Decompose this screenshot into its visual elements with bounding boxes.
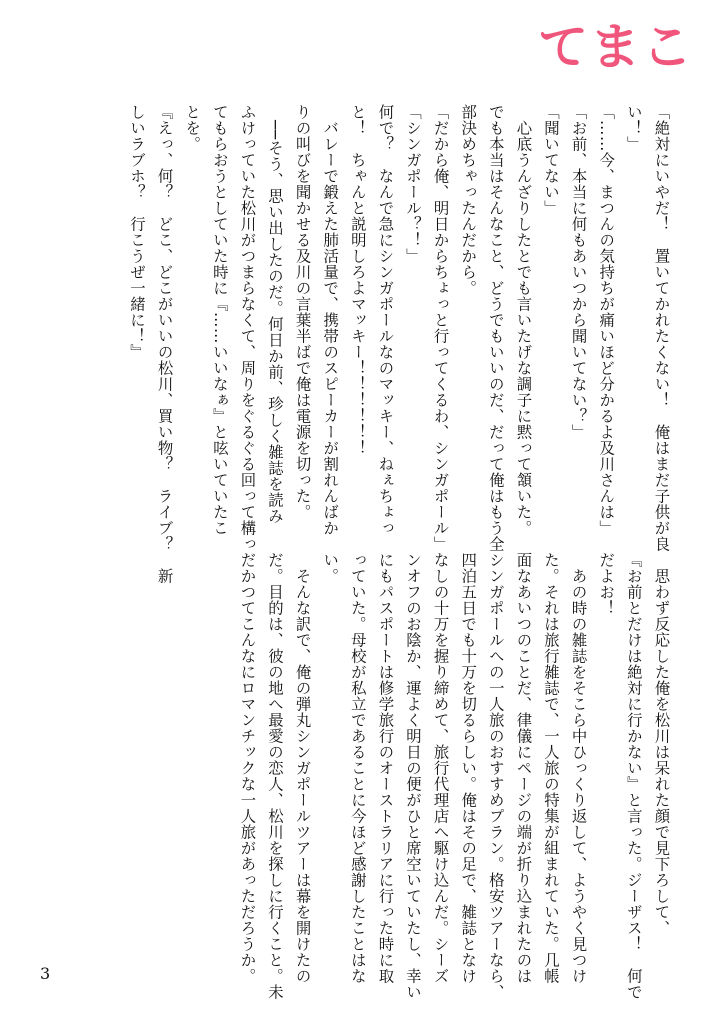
text-column: にもパスポートは修学旅行のオーストラリアに行った時に取 [376, 552, 395, 984]
text-column: と！ ちゃんと説明しろよマッキー！！！！！！ [348, 104, 367, 456]
text-column: 何で？ なんで急にシンガポールなのマッキー、ねぇちょっ [376, 104, 395, 536]
text-column: だよお！ [597, 552, 616, 616]
text-column: 「だから俺、明日からちょっと行ってくるわ、シンガポール」 [431, 104, 450, 552]
text-column: 「聞いてない」 [542, 104, 560, 216]
text-column: ──そう、思い出したのだ。何日か前、珍しく雑誌を読み [266, 104, 284, 524]
text-column: とを。 [183, 104, 202, 152]
text-column: 「絶対にいやだ！ 置いてかれたくない！ 俺はまだ子供が良 [652, 104, 671, 552]
text-column: てもらおうとしていた時に『……いいなぁ』と呟いていたこ [210, 104, 229, 536]
text-column: あの時の雑誌をそこら中ひっくり返して、ようやく見つけ [569, 552, 588, 984]
page-number: 3 [40, 964, 51, 983]
text-column: 心底うんざりしたとでも言いたげな調子に黙って頷いた。 [514, 104, 533, 536]
text-column: 思わず反応した俺を松川は呆れた顔で見下ろして、 [652, 552, 671, 936]
text-column: 『えっ、何？ どこ、どこがいいの松川、買い物？ ライブ？ 新 [155, 104, 174, 584]
text-column: い！」 [624, 104, 643, 152]
text-column: シンガポールへの一人旅のおすすめプラン。格安ツアーなら、 [486, 552, 505, 1000]
text-column: ンオフのお陰か、運よく明日の便がひと席空いていたし、幸い [404, 552, 422, 1000]
text-column: そんな訳で、俺の弾丸シンガポールツアーは幕を開けたの [293, 552, 312, 984]
text-column: バレーで鍛えた肺活量で、携帯のスピーカーが割れんばか [321, 104, 340, 536]
text-column: 「お前、本当に何もあいつから聞いてない？」 [569, 104, 588, 440]
text-column: しいラブホ？ 行こうぜ一緒に！』 [128, 104, 146, 360]
text-column: ふけっていた松川がつまらなくて、周りをぐるぐる回って構っ [238, 104, 257, 552]
text-column: りの叫びを聞かせる及川の言葉半ばで俺は電源を切った。 [293, 104, 312, 520]
text-column: だかつてこんなにロマンチックな一人旅があっただろうか。 [238, 552, 257, 984]
text-column: でも本当はそんなこと、どうでもいいのだ、だって俺はもう全 [486, 104, 505, 552]
text-column: だ。目的は、彼の地へ最愛の恋人、松川を探しに行くこと。未 [266, 552, 284, 1000]
text-column: 面なあいつのことだ、律儀にページの端が折り込まれたのは [514, 552, 533, 984]
text-column: い。 [321, 552, 340, 584]
text-column: 「シンガポール？！」 [404, 104, 422, 264]
text-column: 四泊五日でも十万を切るらしい。俺はその足で、雑誌となけ [459, 552, 478, 984]
text-column: た。それは旅行雑誌で、一人旅の特集が組まれていた。几帳 [542, 552, 560, 984]
text-column: なしの十万を握り締めて、旅行代理店へ駆け込んだ。シーズ [431, 552, 450, 984]
text-column: 「……今、まつんの気持ちが痛いほど分かるよ及川さんは」 [597, 104, 616, 536]
text-column: 『お前とだけは絶対に行かない』と言った。ジーザス！ 何で [624, 552, 643, 1000]
page-header-title: てまこ [538, 18, 694, 76]
text-column: 部決めちゃったんだから。 [459, 104, 478, 296]
text-column: っていた。母校が私立であることに今ほど感謝したことはな [348, 552, 367, 984]
